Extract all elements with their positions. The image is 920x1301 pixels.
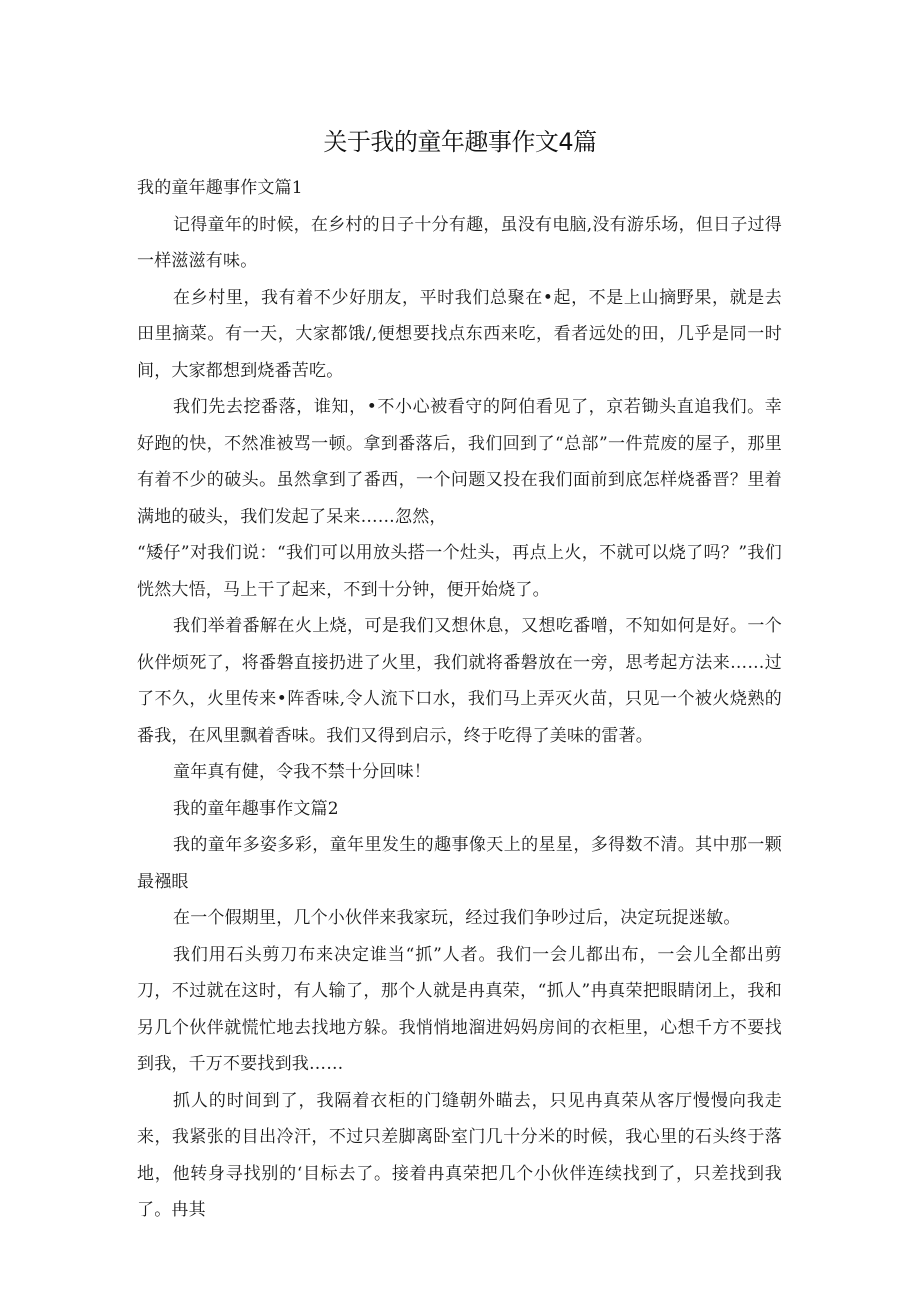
section-heading-1: 我的童年趣事作文篇1 — [137, 178, 303, 198]
paragraph: 我们用石头剪刀布来决定谁当“抓”人者。我们一会儿都出布，一会儿全都出剪刀，不过就在这时，有人输了，那个人就是冉真荣，“抓人”冉真荣把眼睛闭上，我和另几个伙伴就慌忙地去找地方躲。我悄悄地溜进妈妈房间的衣柜里，心想千方不要找到我，千万不要找到我…… — [137, 944, 782, 1074]
paragraph: 我们举着番解在火上烧，可是我们又想休息，又想吃番噌，不知如何是好。一个伙伴烦死了，将番磐直接扔进了火里，我们就将番磐放在一旁，思考起方法来……过了不久，火里传来•阵香味,令人流下口水，我们马上弄灭火苗，只见一个被火烧熟的番我，在风里飘着香味。我们又得到启示，终于吃得了美味的雷著。 — [137, 616, 782, 746]
paragraph: 在乡村里，我有着不少好朋友，平时我们总聚在•起，不是上山摘野果，就是去田里摘菜。有一天，大家都饿/,便想要找点东西来吃，看者远处的田，几乎是同一时间，大家都想到烧番苦吃。 — [137, 287, 782, 381]
document-title: 关于我的童年趣事作文4篇 — [323, 128, 597, 156]
paragraph: 童年真有健，令我不禁十分回味！ — [173, 762, 431, 782]
paragraph: 我的童年多姿多彩，童年里发生的趣事像天上的星星，多得数不清。其中那一颗最襁眼 — [137, 835, 782, 892]
document-body — [137, 170, 782, 1229]
paragraph: 在一个假期里，几个小伙伴来我家玩，经过我们争吵过后，决定玩捉迷敏。 — [173, 908, 741, 928]
paragraph: 我们先去挖番落，谁知，•不小心被看守的阿伯看见了，京若锄头直追我们。幸好跑的快，不然准被骂一顿。拿到番落后，我们回到了“总部”一件荒废的屋子，那里有着不少的破头。虽然拿到了番西，一个问题又投在我们面前到底怎样烧番晋？里着满地的破头，我们发起了呆来……忽然， — [137, 397, 782, 527]
paragraph: “矮仔”对我们说：“我们可以用放头搭一个灶头，再点上火，不就可以烧了吗？”我们恍然大悟，马上干了起来，不到十分钟，便开始烧了。 — [137, 543, 782, 600]
paragraph: 抓人的时间到了，我隔着衣柜的门缝朝外瞄去，只见冉真荣从客厅慢慢向我走来，我紧张的目出冷汗，不过只差脚离卧室门几十分米的时候，我心里的石头终于落地，他转身寻找别的‘目标去了。接着冉真荣把几个小伙伴连续找到了，只差找到我了。冉其 — [137, 1090, 782, 1220]
paragraph: 记得童年的时候，在乡村的日子十分有趣，虽没有电脑,没有游乐场，但日子过得一样滋滋有味。 — [137, 214, 782, 271]
section-heading-2: 我的童年趣事作文篇2 — [173, 798, 339, 819]
